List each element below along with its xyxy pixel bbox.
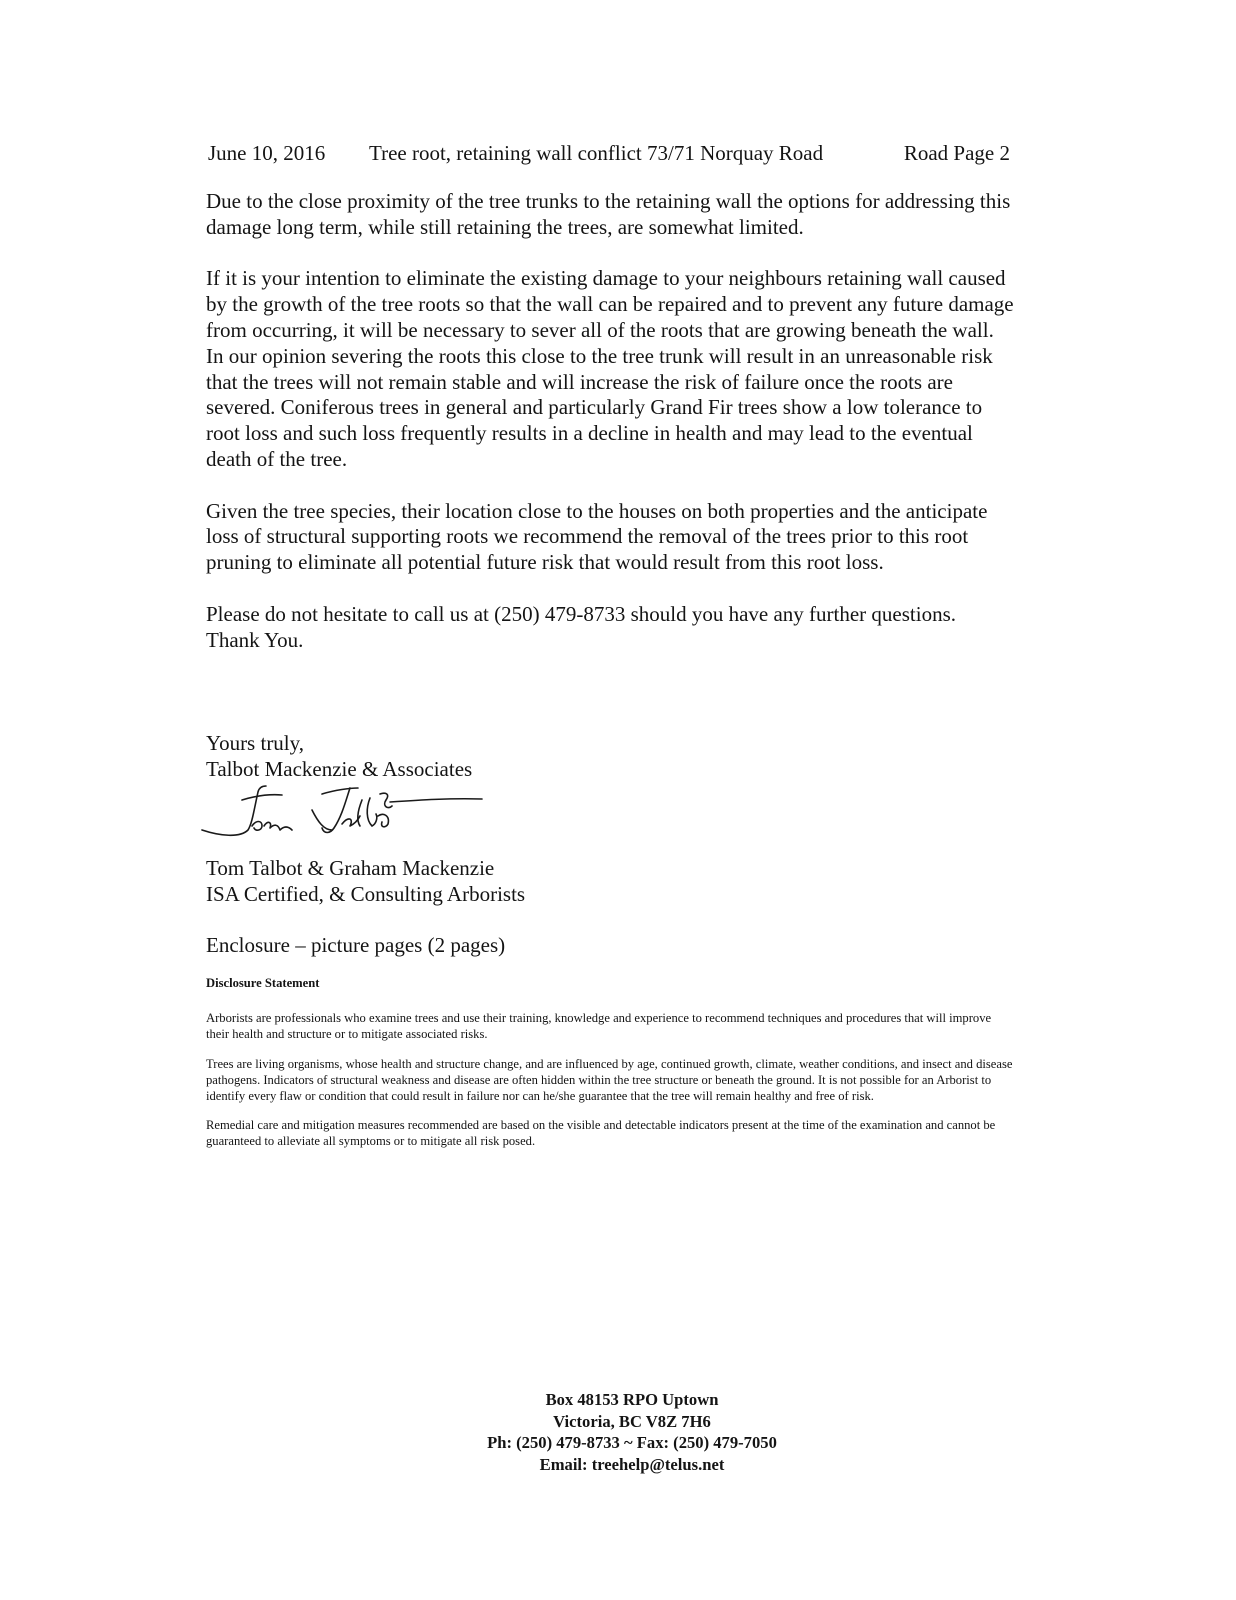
letterhead-footer — [432, 1389, 832, 1475]
enclosure-note: Enclosure – picture pages (2 pages) — [206, 933, 506, 957]
body-paragraph-2: If it is your intention to eliminate the existing damage to your neighbours retaining wall caused by the growth of the tree roots so that the wall can be repaired and to prevent any future damage from occurring, it will be necessary to sever all of the roots that are growing beneath the wall. — [206, 266, 1014, 342]
body-paragraph-1: Due to the close proximity of the tree trunks to the retaining wall the options for addressing this damage long term, while still retaining the trees, are somewhat limited. — [206, 189, 1011, 239]
body-paragraph-5: Please do not hesitate to call us at (250) 479-8733 should you have any further questions. — [206, 601, 957, 626]
body-paragraph-4: Given the tree species, their location close to the houses on both properties and the anticipate loss of structural supporting roots we recommend the removal of the trees prior to this root pruning to eliminate all potential future risk that would result from this root loss. — [206, 498, 988, 575]
header-subject: Tree root, retaining wall conflict 73/71 Norquay Road — [369, 141, 824, 165]
letter-body — [206, 189, 1016, 653]
header-date: June 10, 2016 — [208, 141, 326, 165]
letter-closing — [206, 730, 806, 782]
body-thank-you: Thank You. — [206, 627, 304, 652]
footer-phone-fax: Ph: (250) 479-8733 ~ Fax: (250) 479-7050 — [487, 1433, 777, 1452]
footer-email: Email: treehelp@telus.net — [539, 1454, 725, 1474]
disclosure-paragraph-2: Trees are living organisms, whose health and structure change, and are influenced by age, continued growth, climate, weather conditions, and insect and disease pathogens. Indicators of structural weakness and disease are often hidden within the tree structure or beneath the ground. It is not possible for an Arborist to identify every flaw or condition that could result in failure nor can he/she guarantee that the tree will remain healthy and free of risk. — [206, 1056, 1013, 1104]
body-paragraph-3: In our opinion severing the roots this close to the tree trunk will result in an unreasonable risk that the trees will not remain stable and will increase the risk of failure once the roots are severed. Coniferous trees in general and particularly Grand Fir trees show a low tolerance to root loss and such loss frequently results in a decline in health and may lead to the eventual death of the tree. — [206, 343, 993, 471]
footer-address-line-1: Box 48153 RPO Uptown — [545, 1390, 719, 1409]
header-page-number: Road Page 2 — [903, 141, 1010, 165]
handwritten-signature — [200, 780, 500, 850]
disclosure-paragraph-1: Arborists are professionals who examine trees and use their training, knowledge and experience to recommend techniques and procedures that will improve their health and structure or to mitigate associated risks. — [206, 1011, 992, 1042]
disclosure-paragraph-3: Remedial care and mitigation measures recommended are based on the visible and detectable indicators present at the time of the examination and cannot be guaranteed to alleviate all symptoms or to mitigate all risk posed. — [206, 1118, 996, 1149]
signatory-names: Tom Talbot & Graham Mackenzie — [206, 856, 495, 880]
signatories-block — [206, 855, 525, 907]
disclosure-title: Disclosure Statement — [206, 976, 320, 990]
closing-salutation: Yours truly, — [206, 731, 305, 755]
closing-company: Talbot Mackenzie & Associates — [206, 757, 473, 781]
disclosure-statement — [206, 975, 1016, 1163]
footer-address-line-2: Victoria, BC V8Z 7H6 — [553, 1411, 711, 1431]
signatory-title: ISA Certified, & Consulting Arborists — [206, 882, 526, 906]
